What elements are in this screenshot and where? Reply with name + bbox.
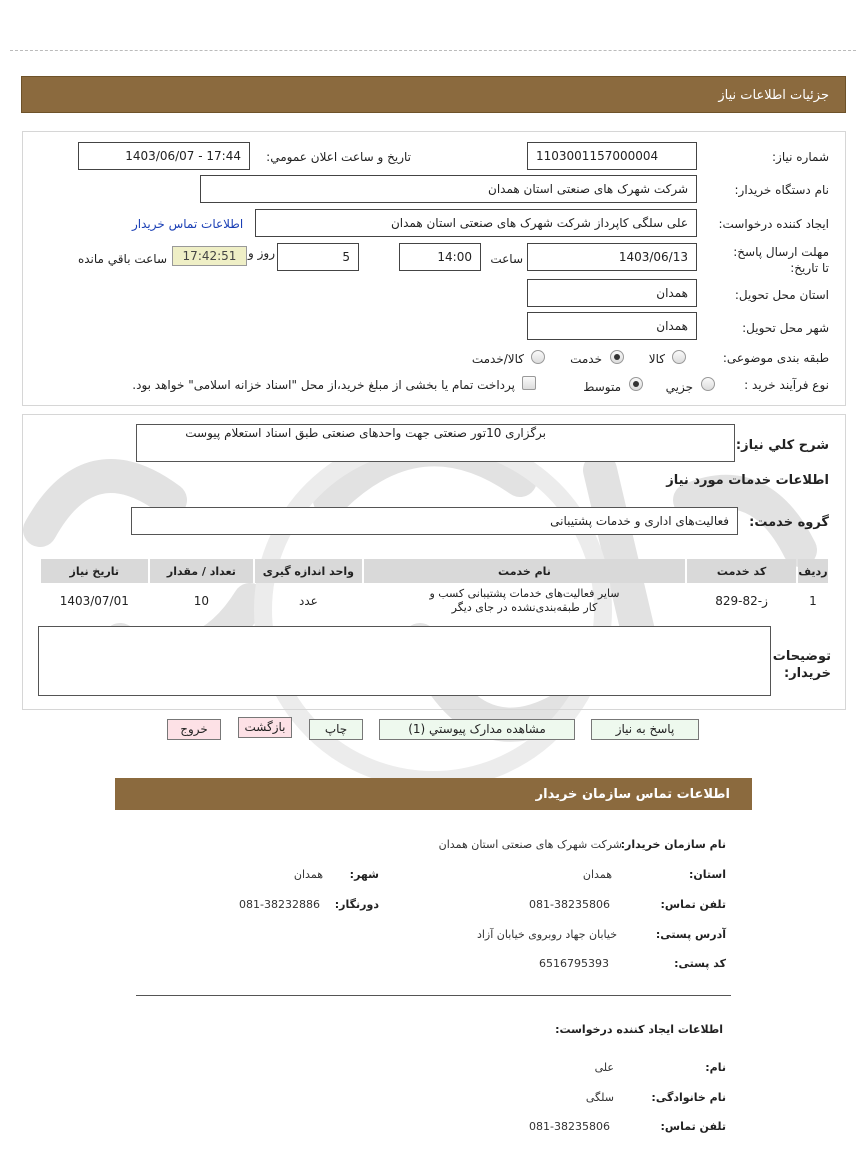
cell-need-date: 1403/07/01 bbox=[59, 594, 129, 608]
province-label: استان محل تحويل: bbox=[734, 288, 829, 302]
header-unit: واحد اندازه گيری bbox=[255, 559, 362, 583]
category-label: طبقه بندی موضوعی: bbox=[722, 351, 829, 365]
contact-org-value: شرکت شهرک های صنعتی استان همدان bbox=[438, 838, 622, 851]
top-divider bbox=[10, 50, 856, 51]
creator-field: علی سلگی کاپرداز شرکت شهرک های صنعتی استان همدان bbox=[255, 209, 697, 237]
services-table-header bbox=[41, 559, 828, 583]
category-option-goods-service: کالا/خدمت bbox=[471, 352, 524, 366]
process-option-medium: متوسط bbox=[583, 380, 621, 394]
contact-postal-label: کد پستی: bbox=[674, 957, 726, 970]
print-button[interactable]: چاپ bbox=[309, 719, 363, 740]
buyer-org-field: شرکت شهرک های صنعتی استان همدان bbox=[200, 175, 697, 203]
category-option-service: خدمت bbox=[570, 352, 602, 366]
creator-name-label: نام: bbox=[705, 1061, 726, 1074]
buyer-org-label: نام دستگاه خريدار: bbox=[734, 183, 829, 197]
services-table bbox=[39, 557, 830, 619]
creator-family-value: سلگی bbox=[585, 1091, 614, 1104]
creator-phone-value: 081-38235806 bbox=[529, 1120, 610, 1133]
contact-phone-label: تلفن تماس: bbox=[660, 898, 726, 911]
buyer-notes-label-text: توضيحات خريدار: bbox=[772, 649, 831, 681]
creator-label: ايجاد کننده درخواست: bbox=[718, 217, 829, 231]
cell-row-no: 1 bbox=[809, 594, 817, 608]
category-radio-goods[interactable] bbox=[672, 350, 686, 364]
city-field: همدان bbox=[527, 312, 697, 340]
creator-family-label: نام خانوادگی: bbox=[651, 1091, 726, 1104]
buyer-notes-field bbox=[38, 626, 771, 696]
header-service-name: نام خدمت bbox=[364, 559, 686, 583]
need-number-field: 1103001157000004 bbox=[527, 142, 697, 170]
days-label: روز و bbox=[248, 246, 275, 260]
process-radio-minor[interactable] bbox=[701, 377, 715, 391]
process-label: نوع فرآيند خريد : bbox=[744, 378, 829, 392]
general-desc-text: برگزاری 10تور صنعتی جهت واحدهای صنعتی طبق اسناد استعلام پیوست bbox=[185, 426, 546, 440]
contact-fax-value: 081-38232886 bbox=[239, 898, 320, 911]
cell-service-code: ز-82-829 bbox=[715, 594, 768, 608]
cell-service-name: ساير فعاليت‌های خدمات پشتيبانی کسب و کار طبقه‌بندی‌نشده در جای ديگر bbox=[429, 587, 620, 614]
header-row-no: رديف bbox=[798, 559, 828, 583]
creator-phone-label: تلفن تماس: bbox=[660, 1120, 726, 1133]
exit-button[interactable]: خروج bbox=[167, 719, 221, 740]
time-label: ساعت bbox=[490, 252, 523, 266]
services-info-title: اطلاعات خدمات مورد نياز bbox=[666, 473, 829, 488]
announce-label: تاريخ و ساعت اعلان عمومي: bbox=[266, 150, 411, 164]
announce-field: 1403/06/07 - 17:44 bbox=[78, 142, 250, 170]
need-number-label: شماره نیاز: bbox=[772, 150, 829, 164]
payment-note: پرداخت تمام يا بخشی از مبلغ خريد،از محل "اسناد خزانه اسلامی" خواهد بود. bbox=[132, 378, 515, 392]
contact-phone-value: 081-38235806 bbox=[529, 898, 610, 911]
contact-postal-value: 6516795393 bbox=[539, 957, 609, 970]
back-button[interactable]: بازگشت bbox=[238, 717, 292, 738]
header-service-code: کد خدمت bbox=[687, 559, 796, 583]
contact-province-label: استان: bbox=[689, 868, 726, 881]
table-row bbox=[41, 585, 828, 617]
contact-org-label: نام سازمان خريدار: bbox=[620, 838, 726, 851]
deadline-date-field: 1403/06/13 bbox=[527, 243, 697, 271]
province-field: همدان bbox=[527, 279, 697, 307]
city-label: شهر محل تحويل: bbox=[742, 321, 829, 335]
deadline-time-field: 14:00 bbox=[399, 243, 481, 271]
contact-province-value: همدان bbox=[582, 868, 612, 881]
contact-city-label: شهر: bbox=[349, 868, 379, 881]
category-option-goods: کالا bbox=[648, 352, 665, 366]
page-header: جزئیات اطلاعات نیاز bbox=[21, 76, 846, 113]
contact-fax-label: دورنگار: bbox=[334, 898, 379, 911]
category-radio-goods-service[interactable] bbox=[531, 350, 545, 364]
remaining-label: ساعت باقي مانده bbox=[77, 252, 167, 266]
service-group-field: فعاليت‌های اداری و خدمات پشتيبانی bbox=[131, 507, 738, 535]
contact-city-value: همدان bbox=[293, 868, 323, 881]
service-group-label: گروه خدمت: bbox=[749, 515, 829, 530]
contact-divider bbox=[136, 995, 731, 996]
countdown-timer: 17:42:51 bbox=[172, 246, 247, 266]
general-desc-field bbox=[136, 424, 735, 462]
deadline-label-text: مهلت ارسال پاسخ: تا تاريخ: bbox=[733, 245, 829, 275]
general-desc-label: شرح کلي نياز: bbox=[735, 438, 829, 453]
creator-name-value: علی bbox=[594, 1061, 614, 1074]
contact-section-header: اطلاعات تماس سازمان خريدار bbox=[115, 778, 752, 810]
category-radio-service[interactable] bbox=[610, 350, 624, 364]
respond-button[interactable]: پاسخ به نياز bbox=[591, 719, 699, 740]
process-radio-medium[interactable] bbox=[629, 377, 643, 391]
treasury-payment-checkbox[interactable] bbox=[522, 376, 536, 390]
contact-address-label: آدرس پستی: bbox=[655, 928, 726, 941]
days-field: 5 bbox=[277, 243, 359, 271]
header-quantity: تعداد / مقدار bbox=[150, 559, 254, 583]
process-option-minor: جزيي bbox=[665, 380, 693, 394]
buyer-contact-link[interactable]: اطلاعات تماس خريدار bbox=[132, 217, 244, 231]
deadline-label bbox=[724, 244, 829, 276]
view-documents-button[interactable]: مشاهده مدارک پيوستي (1) bbox=[379, 719, 575, 740]
creator-section-title: اطلاعات ایجاد کننده درخواست: bbox=[555, 1023, 723, 1036]
cell-quantity: 10 bbox=[193, 594, 209, 608]
contact-address-value: خیابان جهاد روبروی خیابان آزاد bbox=[476, 928, 617, 941]
buyer-notes-label bbox=[773, 648, 831, 682]
cell-unit: عدد bbox=[298, 594, 318, 608]
header-need-date: تاريخ نياز bbox=[41, 559, 148, 583]
